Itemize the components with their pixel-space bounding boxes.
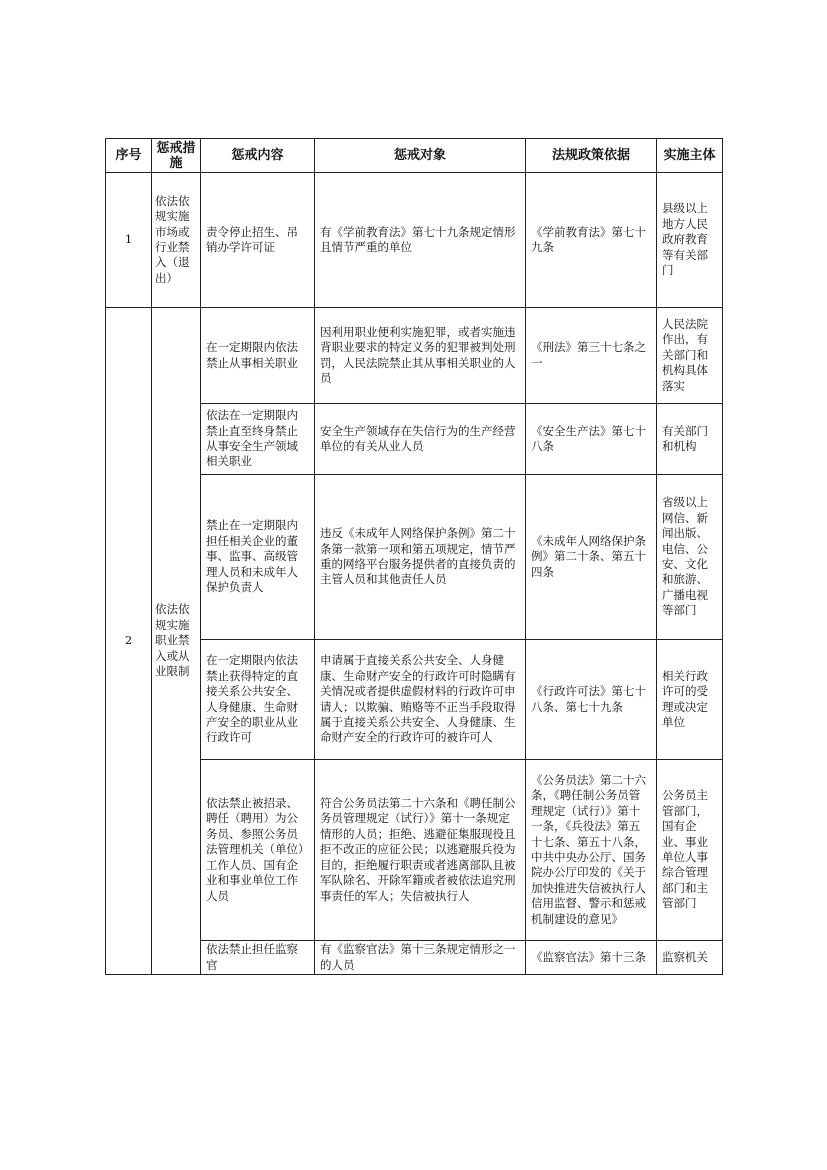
target-cell: 违反《未成年人网络保护条例》第二十条第一款第一项和第五项规定，情节严重的网络平台服务提供者的直接负责的主管人员和其他责任人员	[315, 475, 526, 640]
content-cell: 依法禁止担任监察官	[201, 941, 315, 975]
target-cell: 有《监察官法》第十三条规定情形之一的人员	[315, 941, 526, 975]
target-cell: 安全生产领域存在失信行为的生产经营单位的有关从业人员	[315, 404, 526, 475]
target-cell: 符合公务员法第二十六条和《聘任制公务员管理规定（试行）》第十一条规定情形的人员；拒绝、逃避征集服现役且拒不改正的应征公民；以逃避服兵役为目的，拒绝履行职责或者逃离部队且被军队除名、开除军籍或者被依法追究刑事责任的军人；失信被执行人	[315, 760, 526, 941]
basis-cell: 《监察官法》第十三条	[526, 941, 657, 975]
content-cell: 依法禁止被招录、聘任（聘用）为公务员、参照公务员法管理机关（单位）工作人员、国有企业和事业单位工作人员	[201, 760, 315, 941]
target-cell: 申请属于直接关系公共安全、人身健康、生命财产安全的行政许可时隐瞒有关情况或者提供虚假材料的行政许可申请人；以欺骗、贿赂等不正当手段取得属于直接关系公共安全、人身健康、生命财产安全的行政许可的被许可人	[315, 640, 526, 760]
authority-cell: 省级以上网信、新闻出版、电信、公安、文化和旅游、广播电视等部门	[657, 475, 723, 640]
basis-cell: 《刑法》第三十七条之一	[526, 308, 657, 404]
authority-cell: 监察机关	[657, 941, 723, 975]
row-serial-number: 2	[106, 308, 152, 975]
header-content: 惩戒内容	[201, 139, 315, 173]
measure-cell: 依法依规实施职业禁入或从业限制	[152, 308, 201, 975]
authority-cell: 有关部门和机构	[657, 404, 723, 475]
authority-cell: 县级以上地方人民政府教育等有关部门	[657, 173, 723, 308]
basis-cell: 《安全生产法》第七十八条	[526, 404, 657, 475]
table-row	[106, 308, 723, 404]
header-target: 惩戒对象	[315, 139, 526, 173]
authority-cell: 公务员主管部门，国有企业、事业单位人事综合管理部门和主管部门	[657, 760, 723, 941]
header-authority: 实施主体	[657, 139, 723, 173]
basis-cell: 《行政许可法》第七十八条、第七十九条	[526, 640, 657, 760]
content-cell: 在一定期限内依法禁止从事相关职业	[201, 308, 315, 404]
basis-cell: 《未成年人网络保护条例》第二十条、第五十四条	[526, 475, 657, 640]
basis-cell: 《公务员法》第二十六条，《聘任制公务员管理规定（试行）》第十一条，《兵役法》第五十七条、第五十八条，中共中央办公厅、国务院办公厅印发的《关于加快推进失信被执行人信用监督、警示和惩戒机制建设的意见》	[526, 760, 657, 941]
authority-cell: 人民法院作出，有关部门和机构具体落实	[657, 308, 723, 404]
content-cell: 禁止在一定期限内担任相关企业的董事、监事、高级管理人员和未成年人保护负责人	[201, 475, 315, 640]
basis-cell: 《学前教育法》第七十九条	[526, 173, 657, 308]
target-cell: 因利用职业便利实施犯罪，或者实施违背职业要求的特定义务的犯罪被判处刑罚，人民法院禁止其从事相关职业的人员	[315, 308, 526, 404]
penalty-measures-table	[105, 138, 723, 975]
authority-cell: 相关行政许可的受理或决定单位	[657, 640, 723, 760]
content-cell: 在一定期限内依法禁止获得特定的直接关系公共安全、人身健康、生命财产安全的职业从业行政许可	[201, 640, 315, 760]
measure-cell: 依法依规实施市场或行业禁入（退出）	[152, 173, 201, 308]
header-measure: 惩戒措施	[152, 139, 201, 173]
table-header-row	[106, 139, 723, 173]
row-serial-number: 1	[106, 173, 152, 308]
content-cell: 依法在一定期限内禁止直至终身禁止从事安全生产领域相关职业	[201, 404, 315, 475]
table-row	[106, 173, 723, 308]
content-cell: 责令停止招生、吊销办学许可证	[201, 173, 315, 308]
header-serial-number: 序号	[106, 139, 152, 173]
target-cell: 有《学前教育法》第七十九条规定情形且情节严重的单位	[315, 173, 526, 308]
header-legal-basis: 法规政策依据	[526, 139, 657, 173]
